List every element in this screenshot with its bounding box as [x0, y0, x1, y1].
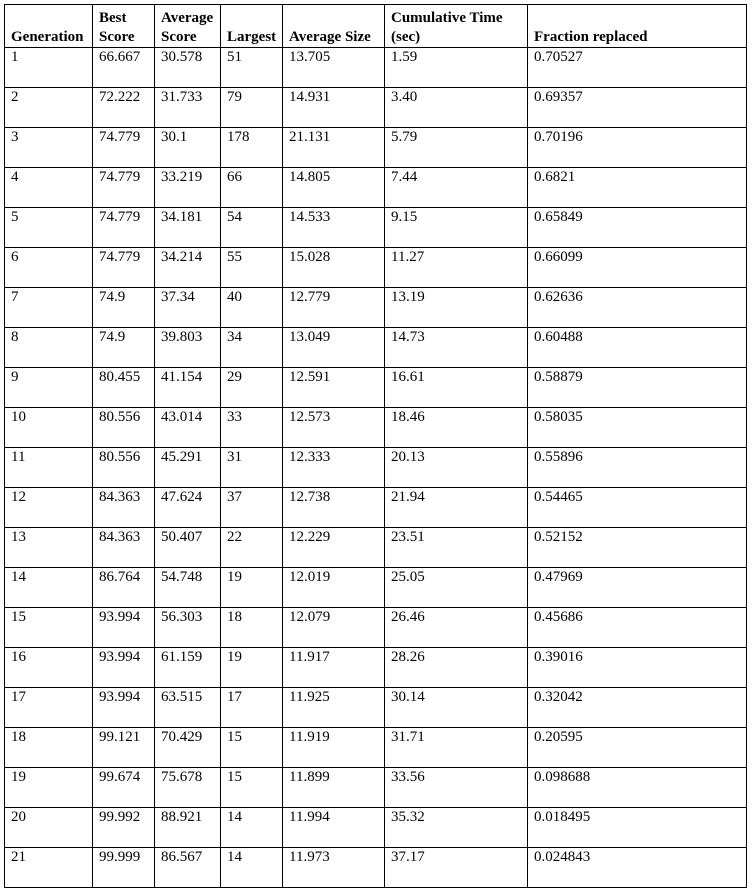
cell-best-score: 93.994: [93, 688, 155, 728]
cell-largest: 18: [221, 608, 283, 648]
cell-average-score: 41.154: [155, 368, 221, 408]
cell-cumulative-time: 37.17: [385, 848, 528, 888]
cell-average-size: 15.028: [283, 248, 385, 288]
cell-average-score: 63.515: [155, 688, 221, 728]
cell-average-size: 14.533: [283, 208, 385, 248]
cell-cumulative-time: 14.73: [385, 328, 528, 368]
table-row: [5, 48, 747, 88]
cell-fraction-replaced: 0.6821: [528, 168, 747, 208]
header-cumulative-time: Cumulative Time (sec): [385, 5, 528, 48]
table-row: [5, 648, 747, 688]
cell-generation: 19: [5, 768, 93, 808]
table-row: [5, 168, 747, 208]
cell-cumulative-time: 35.32: [385, 808, 528, 848]
cell-best-score: 80.455: [93, 368, 155, 408]
cell-average-score: 34.214: [155, 248, 221, 288]
table-row: [5, 728, 747, 768]
cell-average-score: 75.678: [155, 768, 221, 808]
cell-average-score: 34.181: [155, 208, 221, 248]
table-row: [5, 368, 747, 408]
cell-largest: 54: [221, 208, 283, 248]
cell-average-size: 13.705: [283, 48, 385, 88]
cell-cumulative-time: 23.51: [385, 528, 528, 568]
cell-largest: 33: [221, 408, 283, 448]
cell-average-score: 30.1: [155, 128, 221, 168]
cell-average-size: 21.131: [283, 128, 385, 168]
cell-fraction-replaced: 0.45686: [528, 608, 747, 648]
cell-best-score: 99.992: [93, 808, 155, 848]
cell-average-size: 11.994: [283, 808, 385, 848]
cell-fraction-replaced: 0.39016: [528, 648, 747, 688]
cell-average-size: 12.779: [283, 288, 385, 328]
cell-average-score: 50.407: [155, 528, 221, 568]
cell-generation: 20: [5, 808, 93, 848]
cell-average-score: 86.567: [155, 848, 221, 888]
generation-results-table: [4, 4, 747, 888]
cell-fraction-replaced: 0.69357: [528, 88, 747, 128]
cell-cumulative-time: 28.26: [385, 648, 528, 688]
cell-average-score: 56.303: [155, 608, 221, 648]
cell-largest: 66: [221, 168, 283, 208]
cell-average-size: 11.925: [283, 688, 385, 728]
cell-best-score: 99.121: [93, 728, 155, 768]
header-average-score: Average Score: [155, 5, 221, 48]
cell-largest: 15: [221, 768, 283, 808]
table-row: [5, 768, 747, 808]
cell-average-size: 12.573: [283, 408, 385, 448]
cell-largest: 22: [221, 528, 283, 568]
cell-largest: 29: [221, 368, 283, 408]
table-row: [5, 248, 747, 288]
table-body: [5, 48, 747, 888]
table-row: [5, 88, 747, 128]
cell-generation: 17: [5, 688, 93, 728]
cell-average-score: 33.219: [155, 168, 221, 208]
cell-generation: 11: [5, 448, 93, 488]
cell-average-size: 12.019: [283, 568, 385, 608]
cell-average-score: 70.429: [155, 728, 221, 768]
cell-fraction-replaced: 0.58879: [528, 368, 747, 408]
cell-average-score: 47.624: [155, 488, 221, 528]
table-row: [5, 208, 747, 248]
cell-largest: 31: [221, 448, 283, 488]
cell-largest: 14: [221, 848, 283, 888]
cell-best-score: 80.556: [93, 408, 155, 448]
cell-cumulative-time: 1.59: [385, 48, 528, 88]
cell-cumulative-time: 5.79: [385, 128, 528, 168]
cell-fraction-replaced: 0.098688: [528, 768, 747, 808]
cell-cumulative-time: 26.46: [385, 608, 528, 648]
cell-largest: 34: [221, 328, 283, 368]
table-row: [5, 128, 747, 168]
cell-fraction-replaced: 0.65849: [528, 208, 747, 248]
table-row: [5, 408, 747, 448]
cell-average-score: 54.748: [155, 568, 221, 608]
cell-fraction-replaced: 0.20595: [528, 728, 747, 768]
cell-average-size: 12.079: [283, 608, 385, 648]
cell-fraction-replaced: 0.70196: [528, 128, 747, 168]
header-average-size: Average Size: [283, 5, 385, 48]
cell-generation: 14: [5, 568, 93, 608]
cell-generation: 3: [5, 128, 93, 168]
cell-generation: 15: [5, 608, 93, 648]
cell-largest: 19: [221, 648, 283, 688]
table-row: [5, 568, 747, 608]
cell-largest: 178: [221, 128, 283, 168]
cell-generation: 9: [5, 368, 93, 408]
cell-best-score: 99.674: [93, 768, 155, 808]
cell-cumulative-time: 13.19: [385, 288, 528, 328]
table-row: [5, 328, 747, 368]
cell-generation: 13: [5, 528, 93, 568]
cell-generation: 12: [5, 488, 93, 528]
cell-cumulative-time: 30.14: [385, 688, 528, 728]
table-row: [5, 608, 747, 648]
cell-average-score: 88.921: [155, 808, 221, 848]
cell-cumulative-time: 18.46: [385, 408, 528, 448]
cell-generation: 21: [5, 848, 93, 888]
cell-fraction-replaced: 0.62636: [528, 288, 747, 328]
cell-generation: 1: [5, 48, 93, 88]
table-row: [5, 288, 747, 328]
cell-average-score: 39.803: [155, 328, 221, 368]
cell-best-score: 74.779: [93, 208, 155, 248]
cell-best-score: 84.363: [93, 528, 155, 568]
cell-average-size: 14.805: [283, 168, 385, 208]
cell-best-score: 86.764: [93, 568, 155, 608]
cell-largest: 15: [221, 728, 283, 768]
cell-best-score: 72.222: [93, 88, 155, 128]
cell-average-size: 11.899: [283, 768, 385, 808]
header-best-score: Best Score: [93, 5, 155, 48]
cell-average-score: 30.578: [155, 48, 221, 88]
cell-cumulative-time: 25.05: [385, 568, 528, 608]
header-generation: Generation: [5, 5, 93, 48]
cell-average-size: 12.333: [283, 448, 385, 488]
cell-fraction-replaced: 0.52152: [528, 528, 747, 568]
cell-largest: 19: [221, 568, 283, 608]
cell-largest: 55: [221, 248, 283, 288]
cell-average-size: 12.738: [283, 488, 385, 528]
cell-average-score: 31.733: [155, 88, 221, 128]
cell-fraction-replaced: 0.024843: [528, 848, 747, 888]
cell-generation: 4: [5, 168, 93, 208]
cell-cumulative-time: 21.94: [385, 488, 528, 528]
cell-average-size: 13.049: [283, 328, 385, 368]
cell-largest: 40: [221, 288, 283, 328]
cell-average-score: 45.291: [155, 448, 221, 488]
cell-best-score: 99.999: [93, 848, 155, 888]
cell-average-size: 11.919: [283, 728, 385, 768]
cell-average-size: 11.917: [283, 648, 385, 688]
cell-largest: 79: [221, 88, 283, 128]
header-largest: Largest: [221, 5, 283, 48]
cell-fraction-replaced: 0.60488: [528, 328, 747, 368]
cell-fraction-replaced: 0.55896: [528, 448, 747, 488]
cell-largest: 14: [221, 808, 283, 848]
cell-cumulative-time: 33.56: [385, 768, 528, 808]
cell-average-size: 12.591: [283, 368, 385, 408]
cell-best-score: 74.779: [93, 248, 155, 288]
cell-cumulative-time: 9.15: [385, 208, 528, 248]
cell-generation: 5: [5, 208, 93, 248]
header-fraction-replaced: Fraction replaced: [528, 5, 747, 48]
table-row: [5, 688, 747, 728]
cell-fraction-replaced: 0.54465: [528, 488, 747, 528]
cell-cumulative-time: 16.61: [385, 368, 528, 408]
cell-generation: 16: [5, 648, 93, 688]
cell-generation: 8: [5, 328, 93, 368]
cell-fraction-replaced: 0.58035: [528, 408, 747, 448]
cell-average-score: 61.159: [155, 648, 221, 688]
cell-generation: 7: [5, 288, 93, 328]
cell-cumulative-time: 11.27: [385, 248, 528, 288]
cell-cumulative-time: 31.71: [385, 728, 528, 768]
cell-best-score: 74.779: [93, 128, 155, 168]
cell-fraction-replaced: 0.70527: [528, 48, 747, 88]
cell-best-score: 93.994: [93, 608, 155, 648]
cell-cumulative-time: 7.44: [385, 168, 528, 208]
cell-best-score: 93.994: [93, 648, 155, 688]
cell-best-score: 74.9: [93, 328, 155, 368]
table-row: [5, 808, 747, 848]
cell-fraction-replaced: 0.66099: [528, 248, 747, 288]
table-row: [5, 848, 747, 888]
cell-best-score: 74.9: [93, 288, 155, 328]
cell-largest: 37: [221, 488, 283, 528]
cell-generation: 6: [5, 248, 93, 288]
cell-best-score: 66.667: [93, 48, 155, 88]
cell-average-size: 14.931: [283, 88, 385, 128]
cell-generation: 18: [5, 728, 93, 768]
cell-average-size: 12.229: [283, 528, 385, 568]
cell-average-score: 43.014: [155, 408, 221, 448]
table-header-row: [5, 5, 747, 48]
table-row: [5, 448, 747, 488]
cell-average-score: 37.34: [155, 288, 221, 328]
cell-largest: 51: [221, 48, 283, 88]
table-row: [5, 488, 747, 528]
cell-best-score: 74.779: [93, 168, 155, 208]
cell-fraction-replaced: 0.018495: [528, 808, 747, 848]
cell-cumulative-time: 3.40: [385, 88, 528, 128]
table-row: [5, 528, 747, 568]
cell-generation: 10: [5, 408, 93, 448]
cell-fraction-replaced: 0.47969: [528, 568, 747, 608]
cell-best-score: 84.363: [93, 488, 155, 528]
cell-best-score: 80.556: [93, 448, 155, 488]
cell-largest: 17: [221, 688, 283, 728]
cell-generation: 2: [5, 88, 93, 128]
cell-cumulative-time: 20.13: [385, 448, 528, 488]
cell-fraction-replaced: 0.32042: [528, 688, 747, 728]
cell-average-size: 11.973: [283, 848, 385, 888]
